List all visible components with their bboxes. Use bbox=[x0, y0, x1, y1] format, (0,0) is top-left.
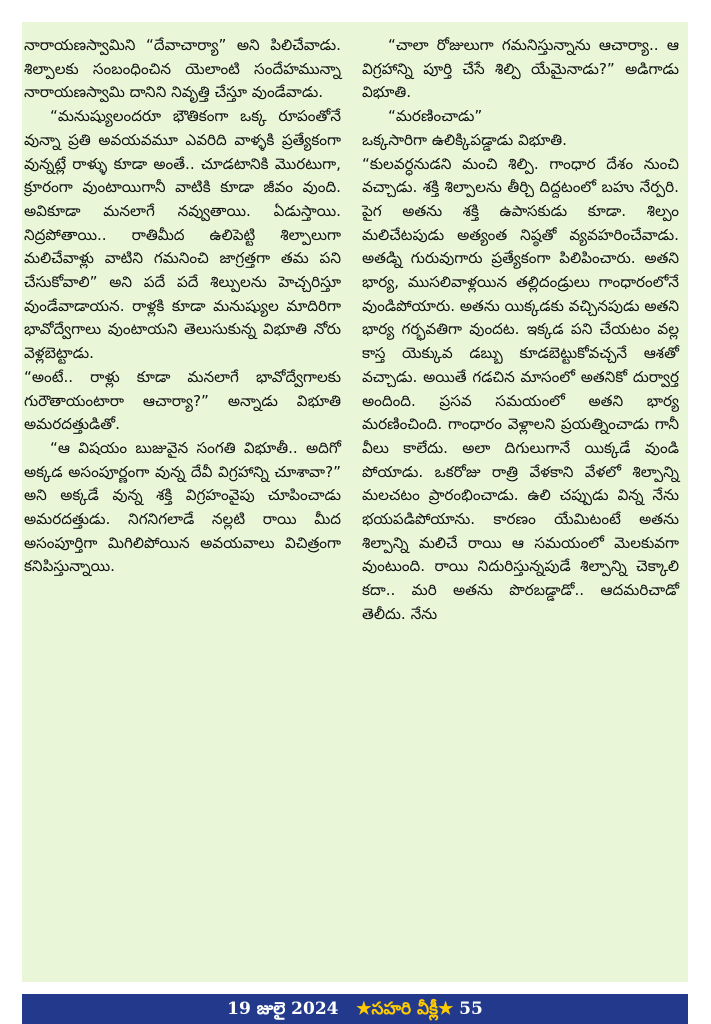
left-paragraph-4: “ఆ విషయం బుజువైన సంగతి విభూతీ.. అదిగో అక్కడ అసంపూర్ణంగా వున్న దేవీ విగ్రహాన్ని చూశావా?” అని అక్కడే వున్న శక్తి విగ్రహంవైపు చూపించాడు అమరదత్తుడు. నిగనిగలాడే నల్లటి రాయి మీద అసంపూర్తిగా మిగిలిపోయిన అవయవాలు విచిత్రంగా కనిపిస్తున్నాయి. bbox=[24, 438, 341, 576]
right-column bbox=[362, 34, 679, 627]
left-column bbox=[24, 34, 341, 579]
left-paragraph-3: “అంటే.. రాళ్లు కూడా మనలాగే భావోద్వేగాలకు గురౌతాయంటారా ఆచార్యా?” అన్నాడు విభూతి అమరదత్తుడితో. bbox=[24, 367, 341, 434]
right-paragraph-3: ఒక్కసారిగా ఉలిక్కిపడ్డాడు విభూతి. bbox=[362, 130, 568, 149]
star-icon: ★ bbox=[437, 999, 454, 1019]
page-number: 55 bbox=[459, 999, 483, 1019]
right-paragraph-1: “చాలా రోజులుగా గమనిస్తున్నాను ఆచార్యా.. ఆ విగ్రహాన్ని పూర్తి చేసే శిల్పి యేమైనాడు?” అడిగాడు విభూతి. bbox=[362, 36, 679, 102]
right-paragraph-4: “కులవర్ధనుడని మంచి శిల్పి. గాంధార దేశం నుంచి వచ్చాడు. శక్తి శిల్పాలను తీర్చి దిద్దటంలో బహు నేర్పరి. పైగ అతను శక్తి ఉపాసకుడు కూడా. శిల్పం మలిచేటపుడు అత్యంత నిష్ఠతో వ్యవహరించేవాడు. అతడ్ని గురువుగారు ప్రత్యేకంగా పిలిపించారు. అతని భార్య, ముసలివాళ్లయిన తల్లిదండ్రులు గాంధారంలోనే వుండిపోయారు. అతను యిక్కడకు వచ్చినపుడు అతని భార్య గర్భవతిగా వుందట. ఇక్కడ పని చేయటం వల్ల కాస్త యెక్కువ డబ్బు కూడబెట్టుకోవచ్చనే ఆశతో వచ్చాడు. అయితే గడచిన మాసంలో అతనికో దుర్వార్త అందింది. ప్రసవ సమయంలో అతని భార్య మరణించింది. గాంధారం వెళ్లాలని ప్రయత్నించాడు గానీ వీలు కాలేదు. అలా దిగులుగానే యిక్కడే వుండి పోయాడు. ఒకరోజు రాత్రి వేళకాని వేళలో శిల్పాన్ని మలచటం ప్రారంభించాడు. ఉలి చప్పుడు విన్న నేను భయపడిపోయాను. కారణం యేమిటంటే అతను శిల్పాన్ని మలిచే రాయి ఆ సమయంలో మెలకువగా వుంటుంది. రాయి నిదురిస్తున్నపుడే శిల్పాన్ని చెక్కాలి కదా.. మరి అతను పొరబడ్డాడో.. ఆదమరిచాడో తెలీదు. నేను bbox=[362, 154, 679, 623]
footer-date: 19 జులై 2024 bbox=[227, 999, 339, 1019]
left-paragraph-2: “మనుష్యులందరూ భౌతికంగా ఒక్క రూపంతోనే వున్నా ప్రతి అవయవమూ ఎవరిది వాళ్ళకి ప్రత్యేకంగా వున్నట్లే రాళ్ళు కూడా అంతే.. చూడటానికి మొరటుగా, క్రూరంగా వుంటాయిగానీ వాటికి కూడా జీవం వుంది. అవికూడా మనలాగే నవ్వుతాయి. ఏడుస్తాయి. నిద్రపోతాయి.. రాతిమీద ఉలిపెట్టి శిల్పాలుగా మలిచేవాళ్లు వాటిని గమనించి జాగ్రత్తగా తమ పని చేసుకోవాలి” అని పదే పదే శిల్పులను హెచ్చరిస్తూ వుండేవాడాయన. రాళ్లకి కూడా మనుష్యుల మాదిరిగా భావోద్వేగాలు వుంటాయని తెలుసుకున్న విభూతి నోరు వెళ్లబెట్టాడు. bbox=[24, 107, 341, 363]
left-paragraph-1: నారాయణస్వామిని “దేవాచార్యా” అని పిలిచేవాడు. శిల్పాలకు సంబంధించిన యెలాంటి సందేహమున్నా నారాయణస్వామి దానిని నివృత్తి చేస్తూ వుండేవాడు. bbox=[24, 36, 341, 102]
magazine-name: సహరి వీక్లీ bbox=[371, 999, 438, 1019]
right-paragraph-2: “మరణించాడు” bbox=[388, 107, 483, 126]
page-footer bbox=[22, 994, 688, 1024]
article-page bbox=[22, 22, 688, 982]
star-icon: ★ bbox=[356, 999, 372, 1019]
